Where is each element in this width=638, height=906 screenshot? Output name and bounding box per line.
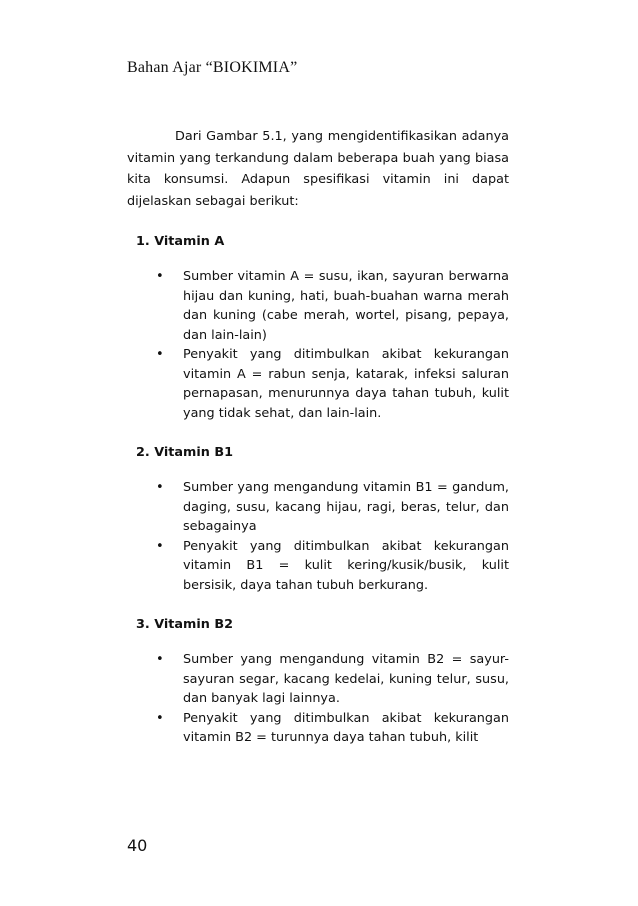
- bullet-icon: •: [156, 269, 164, 284]
- list-item: [127, 650, 509, 709]
- section-heading: 1. Vitamin A: [136, 234, 225, 249]
- bullet-list: [127, 478, 509, 595]
- running-header: Bahan Ajar “BIOKIMIA”: [127, 59, 298, 76]
- list-item: [127, 267, 509, 345]
- bullet-icon: •: [156, 710, 164, 726]
- list-item: [127, 709, 509, 748]
- bullet-icon: •: [156, 347, 164, 362]
- intro-paragraph: Dari Gambar 5.1, yang mengidentifikasikan adanya vitamin yang terkandung dalam beberapa buah yang biasa kita konsumsi. Adapun spesifikasi vitamin ini dapat dijelaskan sebagai berikut:: [127, 129, 509, 209]
- list-item-text: Sumber vitamin A = susu, ikan, sayuran berwarna hijau dan kuning, hati, buah-buahan warna merah dan kuning (cabe merah, wortel, pisang, pepaya, dan lain-lain): [183, 269, 509, 343]
- bullet-icon: •: [156, 480, 164, 495]
- list-item-text: Penyakit yang ditimbulkan akibat kekurangan vitamin B2 = turunnya daya tahan tubuh, kilit: [183, 710, 509, 745]
- section-heading: 3. Vitamin B2: [136, 617, 233, 632]
- page-number: 40: [127, 836, 148, 855]
- section-heading: 2. Vitamin B1: [136, 445, 233, 460]
- section-vitamin-b2: [127, 615, 509, 748]
- section-vitamin-a: [127, 232, 509, 423]
- bullet-list: [127, 650, 509, 748]
- section-vitamin-b1: [127, 443, 509, 595]
- bullet-icon: •: [156, 538, 164, 554]
- bullet-icon: •: [156, 652, 164, 667]
- page-body: [127, 126, 509, 748]
- list-item: [127, 345, 509, 423]
- list-item-text: Sumber yang mengandung vitamin B1 = gandum, daging, susu, kacang hijau, ragi, beras, telur, dan sebagainya: [183, 480, 509, 534]
- list-item: [127, 478, 509, 537]
- list-item-text: Penyakit yang ditimbulkan akibat kekurangan vitamin B1 = kulit kering/kusik/busik, kulit bersisik, daya tahan tubuh berkurang.: [183, 538, 509, 593]
- list-item-text: Penyakit yang ditimbulkan akibat kekurangan vitamin A = rabun senja, katarak, infeksi saluran pernapasan, menurunnya daya tahan tubuh, kulit yang tidak sehat, dan lain-lain.: [183, 347, 509, 421]
- list-item-text: Sumber yang mengandung vitamin B2 = sayur-sayuran segar, kacang kedelai, kuning telur, susu, dan banyak lagi lainnya.: [183, 652, 509, 706]
- bullet-list: [127, 267, 509, 423]
- list-item: [127, 537, 509, 596]
